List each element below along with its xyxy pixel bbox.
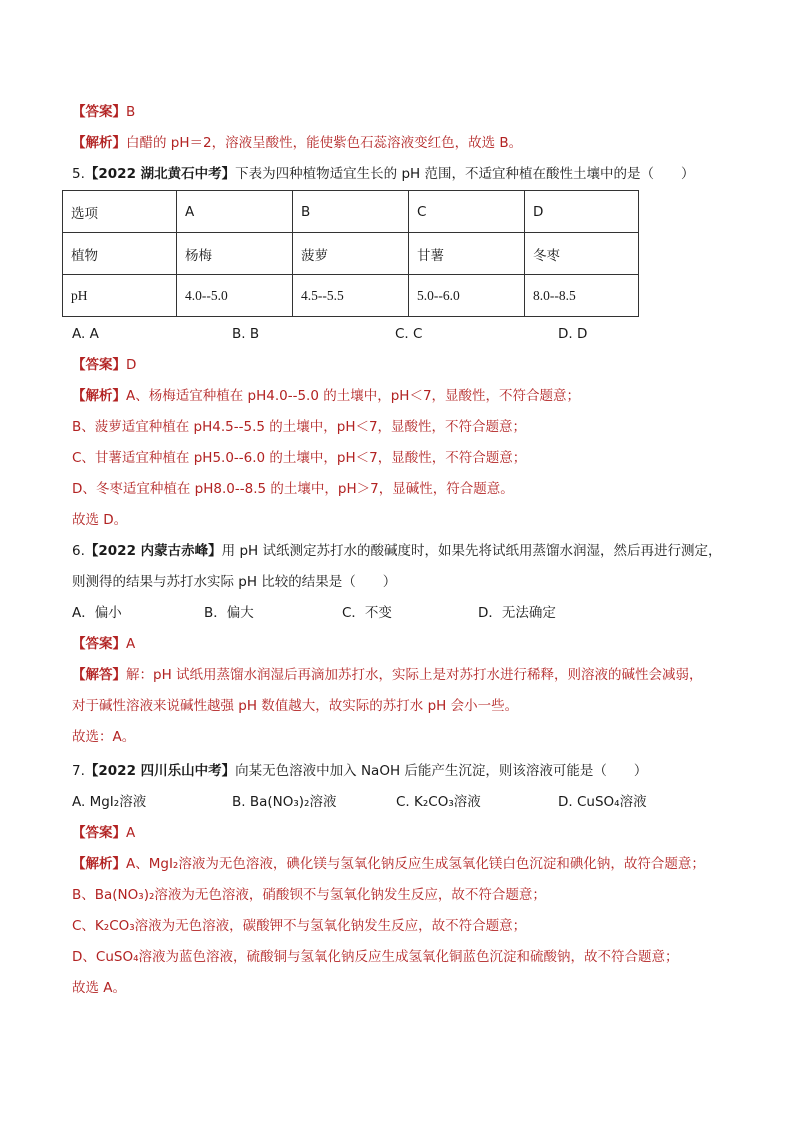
table-cell: 甘薯 bbox=[409, 233, 525, 275]
table-row bbox=[63, 275, 639, 317]
question-7-stem bbox=[72, 762, 647, 780]
answer-tag: 【答案】 bbox=[72, 357, 126, 373]
question-5-options bbox=[72, 325, 587, 343]
answer-value: A bbox=[126, 636, 136, 652]
option-d: D．无法确定 bbox=[478, 605, 556, 621]
analysis-tag: 【解析】 bbox=[72, 856, 126, 872]
question-text: 向某无色溶液中加入 NaOH 后能产生沉淀，则该溶液可能是（ ） bbox=[235, 763, 648, 779]
option-b: B. Ba(NO₃)₂溶液 bbox=[232, 794, 337, 810]
question-text: 下表为四种植物适宜生长的 pH 范围，不适宜种植在酸性土壤中的是（ ） bbox=[235, 166, 695, 182]
question-number: 7. bbox=[72, 763, 85, 779]
solution-text: 解：pH 试纸用蒸馏水润湿后再滴加苏打水，实际上是对苏打水进行稀释，则溶液的碱性会减弱， bbox=[126, 667, 703, 683]
option-d: D. CuSO₄溶液 bbox=[558, 794, 647, 810]
q5-answer-line bbox=[72, 356, 136, 374]
option-b: B. B bbox=[232, 326, 260, 342]
option-a: A. A bbox=[72, 326, 99, 342]
table-cell: 选项 bbox=[63, 191, 177, 233]
table-cell: 4.5--5.5 bbox=[293, 275, 409, 317]
answer-tag: 【答案】 bbox=[72, 636, 126, 652]
table-row bbox=[63, 191, 639, 233]
q6-solution-line-2: 对于碱性溶液来说碱性越强 pH 数值越大，故实际的苏打水 pH 会小一些。 bbox=[72, 698, 519, 714]
table-cell: 冬枣 bbox=[525, 233, 639, 275]
q7-analysis-line-2: B、Ba(NO₃)₂溶液为无色溶液，硝酸钡不与氢氧化钠发生反应，故不符合题意； bbox=[72, 887, 546, 903]
q6-solution-line-1 bbox=[72, 666, 703, 684]
question-source: 【2022 内蒙古赤峰】 bbox=[84, 543, 222, 559]
q6-conclusion: 故选：A。 bbox=[72, 729, 136, 745]
analysis-text: A、MgI₂溶液为无色溶液，碘化镁与氢氧化钠反应生成氢氧化镁白色沉淀和碘化钠，故符合题意； bbox=[126, 856, 705, 872]
q7-analysis-line-3: C、K₂CO₃溶液为无色溶液，碳酸钾不与氢氧化钠发生反应，故不符合题意； bbox=[72, 918, 527, 934]
table-cell: A bbox=[177, 191, 293, 233]
question-7-options bbox=[72, 793, 647, 811]
q6-answer-line bbox=[72, 635, 135, 653]
answer-value: A bbox=[126, 825, 136, 841]
answer-tag: 【答案】 bbox=[72, 825, 126, 841]
q5-analysis-line-2: B、菠萝适宜种植在 pH4.5--5.5 的土壤中，pH＜7，显酸性，不符合题意； bbox=[72, 419, 527, 435]
question-number: 6. bbox=[72, 543, 85, 559]
table-cell: 菠萝 bbox=[293, 233, 409, 275]
ph-range-table bbox=[62, 190, 639, 317]
question-source: 【2022 四川乐山中考】 bbox=[84, 763, 236, 779]
analysis-text: A、杨梅适宜种植在 pH4.0--5.0 的土壤中，pH＜7，显酸性，不符合题意； bbox=[126, 388, 581, 404]
option-b: B．偏大 bbox=[204, 605, 254, 621]
analysis-tag: 【解析】 bbox=[72, 388, 126, 404]
q5-analysis-line-4: D、冬枣适宜种植在 pH8.0--8.5 的土壤中，pH＞7，显碱性，符合题意。 bbox=[72, 481, 514, 497]
option-a: A．偏小 bbox=[72, 605, 122, 621]
option-c: C. K₂CO₃溶液 bbox=[396, 794, 481, 810]
solution-tag: 【解答】 bbox=[72, 667, 126, 683]
question-6-options bbox=[72, 604, 556, 622]
option-d: D. D bbox=[558, 326, 588, 342]
question-source: 【2022 湖北黄石中考】 bbox=[84, 166, 236, 182]
q7-analysis-line-4: D、CuSO₄溶液为蓝色溶液，硫酸铜与氢氧化钠反应生成氢氧化铜蓝色沉淀和硫酸钠，故不符合题意； bbox=[72, 949, 679, 965]
q7-conclusion: 故选 A。 bbox=[72, 980, 127, 996]
table-cell: D bbox=[525, 191, 639, 233]
option-a: A. MgI₂溶液 bbox=[72, 794, 147, 810]
prev-answer-line bbox=[72, 103, 135, 121]
analysis-text: 白醋的 pH＝2，溶液呈酸性，能使紫色石蕊溶液变红色，故选 B。 bbox=[126, 135, 523, 151]
table-cell: 杨梅 bbox=[177, 233, 293, 275]
q5-analysis-line-3: C、甘薯适宜种植在 pH5.0--6.0 的土壤中，pH＜7，显酸性，不符合题意； bbox=[72, 450, 527, 466]
table-cell: 4.0--5.0 bbox=[177, 275, 293, 317]
answer-tag: 【答案】 bbox=[72, 104, 126, 120]
table-cell: C bbox=[409, 191, 525, 233]
answer-value: D bbox=[126, 357, 137, 373]
analysis-tag: 【解析】 bbox=[72, 135, 126, 151]
option-c: C．不变 bbox=[342, 605, 392, 621]
table-cell: pH bbox=[63, 275, 177, 317]
prev-analysis-line bbox=[72, 134, 522, 152]
option-c: C. C bbox=[395, 326, 423, 342]
table-cell: 植物 bbox=[63, 233, 177, 275]
question-6-stem-1 bbox=[72, 542, 721, 560]
table-cell: B bbox=[293, 191, 409, 233]
answer-value: B bbox=[126, 104, 136, 120]
q7-answer-line bbox=[72, 824, 135, 842]
table-row bbox=[63, 233, 639, 275]
question-number: 5. bbox=[72, 166, 85, 182]
question-5-stem bbox=[72, 165, 694, 183]
q5-conclusion: 故选 D。 bbox=[72, 512, 128, 528]
q5-analysis-line-1 bbox=[72, 387, 580, 405]
table-cell: 8.0--8.5 bbox=[525, 275, 639, 317]
question-6-stem-2: 则测得的结果与苏打水实际 pH 比较的结果是（ ） bbox=[72, 574, 397, 590]
q7-analysis-line-1 bbox=[72, 855, 705, 873]
question-text: 用 pH 试纸测定苏打水的酸碱度时，如果先将试纸用蒸馏水润湿，然后再进行测定， bbox=[221, 543, 722, 559]
table-cell: 5.0--6.0 bbox=[409, 275, 525, 317]
